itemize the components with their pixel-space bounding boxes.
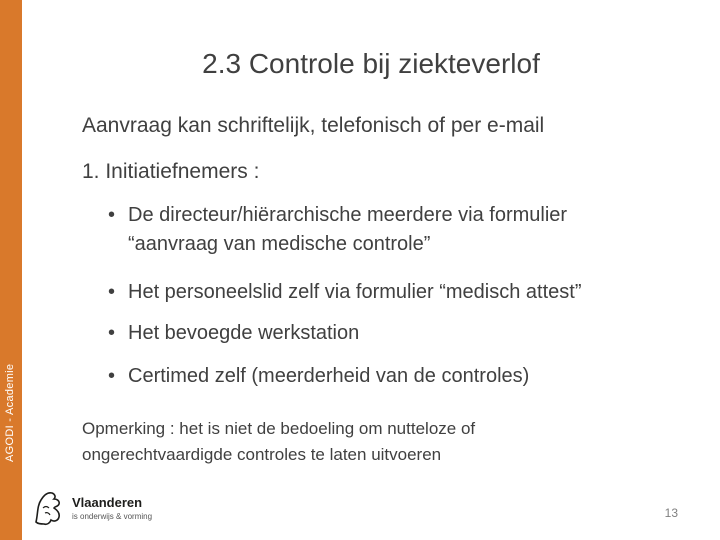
sidebar-label: AGODI - Academie (4, 363, 16, 462)
bullet-text-line: “aanvraag van medische controle” (128, 233, 431, 255)
bullet-text-line: Certimed zelf (meerderheid van de controles) (128, 365, 530, 387)
bullet-text-line: Het personeelslid zelf via formulier “medisch attest” (128, 281, 582, 303)
bullet-item-certimed (108, 362, 529, 391)
logo-subtitle: is onderwijs & vorming (72, 512, 153, 521)
bullet-item-director (108, 201, 567, 259)
bullet-icon: • (108, 322, 116, 344)
remark-line: ongerechtvaardigde controles te laten uitvoeren (82, 445, 442, 464)
bullet-text-line: De directeur/hiërarchische meerdere via formulier (128, 204, 568, 226)
page-number: 13 (664, 506, 678, 520)
remark-line: Opmerking : het is niet de bedoeling om nutteloze of (82, 419, 476, 438)
remark-note (82, 416, 602, 468)
bullet-icon: • (108, 365, 116, 387)
initiators-heading: 1. Initiatiefnemers : (82, 160, 260, 183)
bullet-item-staff-member (108, 278, 582, 307)
logo-name: Vlaanderen (72, 495, 143, 510)
bullet-icon: • (108, 204, 116, 226)
vlaanderen-logo (32, 486, 212, 530)
bullet-icon: • (108, 281, 116, 303)
flemish-lion-icon (32, 486, 66, 528)
sidebar-band (0, 0, 22, 540)
bullet-item-workstation (108, 319, 359, 348)
bullet-text-line: Het bevoegde werkstation (128, 322, 360, 344)
slide-title: 2.3 Controle bij ziekteverlof (202, 48, 540, 79)
intro-line: Aanvraag kan schriftelijk, telefonisch of per e-mail (82, 114, 545, 137)
